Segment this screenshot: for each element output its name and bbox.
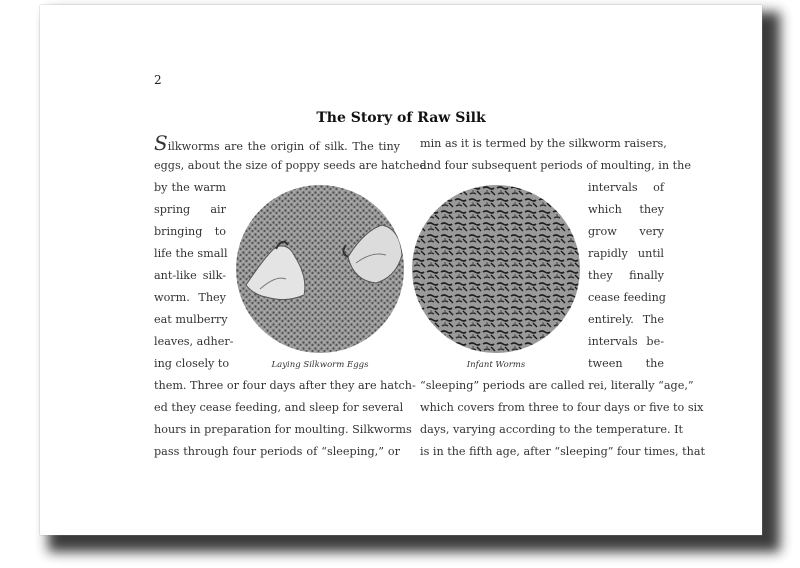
left-bottom-line: ed they cease feeding, and sleep for several — [154, 401, 404, 414]
right-side-line: entirely. The — [588, 313, 664, 326]
left-side-line: worm. They — [154, 291, 226, 304]
right-bottom-line: “sleeping” periods are called rei, literally “age,” — [420, 379, 694, 392]
right-side-line: grow very — [588, 225, 664, 238]
left-bottom-line: them. Three or four days after they are hatch- — [154, 379, 416, 392]
left-side-line: ing closely to — [154, 357, 230, 370]
left-side-line: bringing to — [154, 225, 226, 238]
left-side-line: spring air — [154, 203, 226, 216]
left-bottom-line: pass through four periods of “sleeping,” or — [154, 445, 400, 458]
left-top-line-1: Silkworms are the origin of silk. The tiny — [154, 131, 400, 155]
right-side-line: intervals be- — [588, 335, 664, 348]
page-title: The Story of Raw Silk — [316, 110, 486, 126]
left-side-line: leaves, adher- — [154, 335, 234, 348]
eggs-caption: Laying Silkworm Eggs — [271, 360, 369, 370]
right-bottom-line: is in the fifth age, after “sleeping” four times, that — [420, 445, 706, 458]
right-bottom-line: days, varying according to the temperature. It — [420, 423, 683, 436]
document-page — [40, 5, 762, 535]
right-side-line: cease feeding — [588, 291, 666, 304]
right-side-line: intervals of — [588, 181, 664, 194]
right-side-line: they finally — [588, 269, 664, 282]
right-top-line-1: min as it is termed by the silkworm raisers, — [420, 137, 667, 150]
left-top-line-2: eggs, about the size of poppy seeds are hatched — [154, 159, 427, 172]
infant-worms-photo — [412, 185, 580, 353]
right-side-line: rapidly until — [588, 247, 664, 260]
right-bottom-line: which covers from three to four days or five to six — [420, 401, 704, 414]
page-number: 2 — [154, 73, 162, 87]
left-side-line: by the warm — [154, 181, 226, 194]
left-side-line: ant-like silk- — [154, 269, 226, 282]
left-side-line: eat mulberry — [154, 313, 228, 326]
right-side-line: tween the — [588, 357, 664, 370]
left-bottom-line: hours in preparation for moulting. Silkworms — [154, 423, 412, 436]
worms-caption: Infant Worms — [466, 360, 526, 370]
silkworm-eggs-photo — [236, 185, 404, 353]
left-side-line: life the small — [154, 247, 228, 260]
right-side-line: which they — [588, 203, 664, 216]
right-top-line-2: and four subsequent periods of moulting, in the — [420, 159, 691, 172]
